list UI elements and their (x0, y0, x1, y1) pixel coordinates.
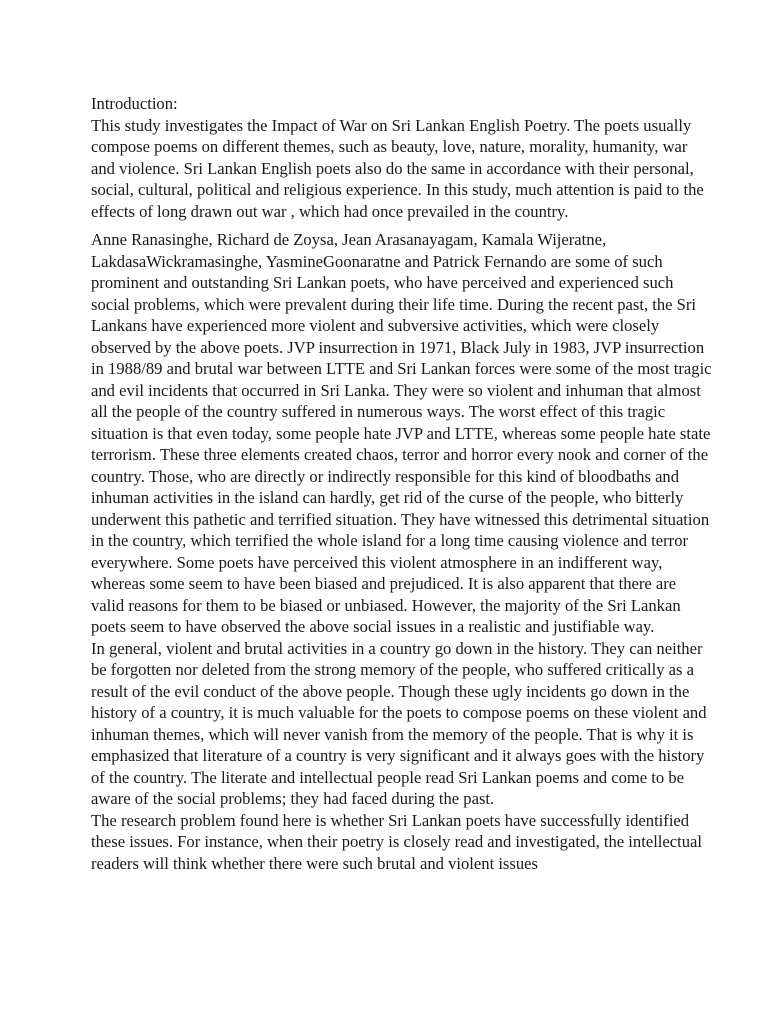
paragraph-history: In general, violent and brutal activities in a country go down in the history. They can neither be forgotten nor deleted from the strong memory of the people, who suffered critically as a result of the evil conduct of the above people. Though these ugly incidents go down in the history of a country, it is much valuable for the poets to compose poems on these violent and inhuman themes, which will never vanish from the memory of the people. That is why it is emphasized that literature of a country is very significant and it always goes with the history of the country. The literate and intellectual people read Sri Lankan poems and come to be aware of the social problems; they had faced during the past. (91, 638, 707, 808)
paragraph-poets: Anne Ranasinghe, Richard de Zoysa, Jean Arasanayagam, Kamala Wijeratne, LakdasaWickramasinghe, YasmineGoonaratne and Patrick Fernando are some of such prominent and outstanding Sri Lankan poets, who have perceived and experienced such social problems, which were prevalent during their life time. During the recent past, the Sri Lankans have experienced more violent and subversive activities, which were closely observed by the above poets. JVP insurrection in 1971, Black July in 1983, JVP insurrection in 1988/89 and brutal war between LTTE and Sri Lankan forces were some of the most tragic and evil incidents that occurred in Sri Lanka. They were so violent and inhuman that almost all the people of the country suffered in numerous ways. The worst effect of this tragic situation is that even today, some people hate JVP and LTTE, whereas some people hate state terrorism. These three elements created chaos, terror and horror every nook and corner of the country. Those, who are directly or indirectly responsible for this kind of bloodbaths and inhuman activities in the island can hardly, get rid of the curse of the people, who bitterly underwent this pathetic and terrified situation. They have witnessed this detrimental situation in the country, which terrified the whole island for a long time causing violence and terror everywhere. Some poets have perceived this violent atmosphere in an indifferent way, whereas some seem to have been biased and prejudiced. It is also apparent that there are valid reasons for them to be biased or unbiased. However, the majority of the Sri Lankan poets seem to have observed the above social issues in a realistic and justifiable way. (91, 230, 712, 636)
section-heading: Introduction: (91, 94, 178, 113)
document-body (91, 93, 713, 874)
paragraph-intro: This study investigates the Impact of War on Sri Lankan English Poetry. The poets usually compose poems on different themes, such as beauty, love, nature, morality, humanity, war and violence. Sri Lankan English poets also do the same in accordance with their personal, social, cultural, political and religious experience. In this study, much attention is paid to the effects of long drawn out war , which had once prevailed in the country. (91, 115, 704, 221)
paragraph-research-problem: The research problem found here is whether Sri Lankan poets have successfully identified these issues. For instance, when their poetry is closely read and investigated, the intellectual readers will think whether there were such brutal and violent issues (91, 810, 703, 873)
